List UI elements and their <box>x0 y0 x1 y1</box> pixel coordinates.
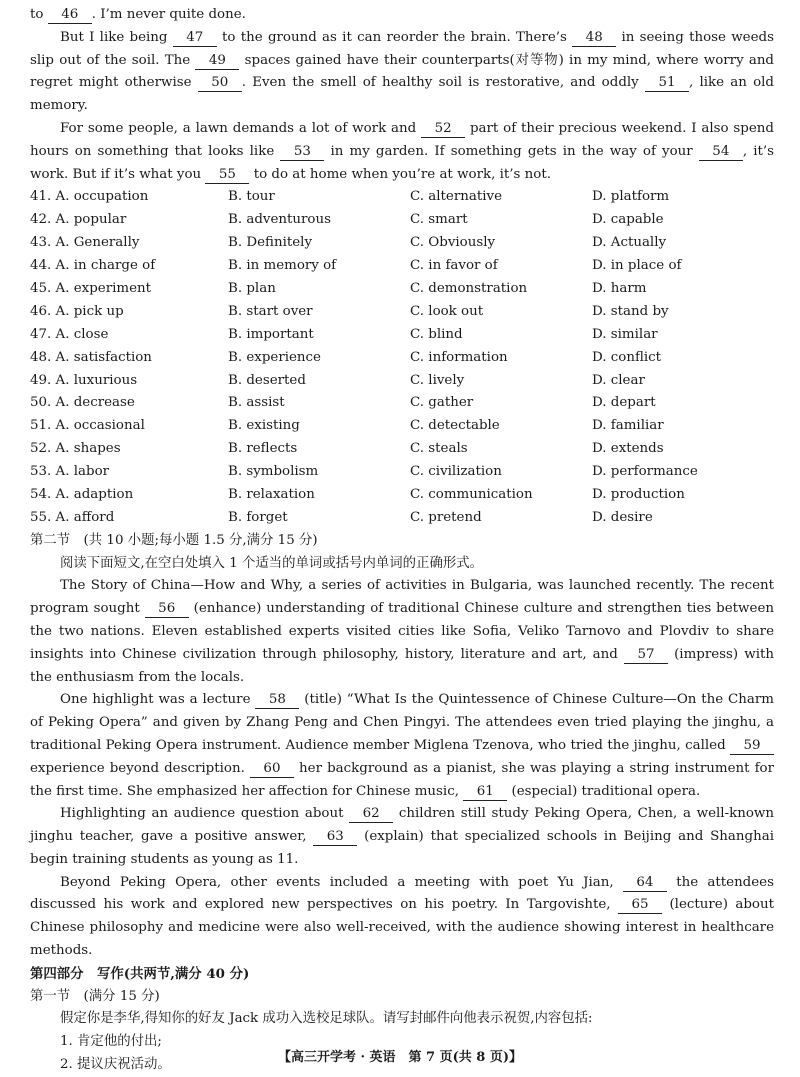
blank-60: 60 <box>250 761 294 778</box>
blank-57: 57 <box>624 647 668 664</box>
passage-b-para4: Beyond Peking Opera, other events included a meeting with poet Yu Jian, 64 the attendees discussed his work and explored new perspectives on his poetry. In Targovishte, 65 (lecture) about Chinese philosophy and medicine were also well-received, with the audience showing interest in healthcare methods. <box>30 874 774 959</box>
option-item: D. stand by <box>592 303 669 319</box>
section2-instruction: 阅读下面短文,在空白处填入 1 个适当的单词或括号内单词的正确形式。 <box>60 555 484 571</box>
option-item: C. steals <box>410 441 468 457</box>
option-item: 50. A. decrease <box>30 395 135 411</box>
blank-49: 49 <box>195 53 239 70</box>
option-item: C. Obviously <box>410 235 496 251</box>
option-item: B. reflects <box>228 441 298 457</box>
blank-46: 46 <box>48 7 92 24</box>
blank-48: 48 <box>572 30 616 47</box>
option-row <box>30 484 774 507</box>
option-item: C. demonstration <box>410 280 528 296</box>
option-item: B. important <box>228 326 314 342</box>
option-item: D. clear <box>592 372 645 388</box>
blank-50: 50 <box>198 75 242 92</box>
passage-b-para3: Highlighting an audience question about 62 children still study Peking Opera, Chen, a well-known jinghu teacher, gave a positive answer, 63 (explain) that specialized schools in Beijing and Shanghai begin training students as young as 11. <box>30 806 775 867</box>
option-item: B. Definitely <box>228 235 313 251</box>
option-row <box>30 209 774 232</box>
option-item: 54. A. adaption <box>30 486 134 502</box>
blank-63: 63 <box>313 829 357 846</box>
option-item: C. blind <box>410 326 463 342</box>
option-item: D. depart <box>592 395 656 411</box>
option-item: D. familiar <box>592 418 664 434</box>
option-item: B. assist <box>228 395 285 411</box>
part4-prompt: 假定你是李华,得知你的好友 Jack 成功入选校足球队。请写封邮件向他表示祝贺,内容包括: <box>60 1011 593 1027</box>
section2-heading: 第二节 (共 10 小题;每小题 1.5 分,满分 15 分) <box>30 532 318 548</box>
option-item: D. Actually <box>592 235 667 251</box>
option-item: 41. A. occupation <box>30 189 149 205</box>
option-row <box>30 301 774 324</box>
option-item: 52. A. shapes <box>30 441 121 457</box>
option-item: B. start over <box>228 303 313 319</box>
option-item: C. detectable <box>410 418 500 434</box>
option-row <box>30 232 774 255</box>
passage-a-para2: For some people, a lawn demands a lot of work and 52 part of their precious weekend. I also spend hours on something that looks like 53 in my garden. If something gets in the way of your 54 , it’s work. But if it’s what you 55 to do at home when you’re at work, it’s not. <box>30 120 774 182</box>
option-item: 45. A. experiment <box>30 280 152 296</box>
blank-64: 64 <box>623 875 667 892</box>
option-item: 47. A. close <box>30 326 109 342</box>
option-item: C. communication <box>410 486 533 502</box>
exam-page <box>30 0 774 1077</box>
option-row <box>30 461 774 484</box>
option-item: 43. A. Generally <box>30 235 140 251</box>
option-item: 46. A. pick up <box>30 303 124 319</box>
option-row <box>30 415 774 438</box>
option-row <box>30 370 774 393</box>
option-item: D. in place of <box>592 258 682 274</box>
part4-sec1: 第一节 (满分 15 分) <box>30 988 160 1004</box>
option-item: B. forget <box>228 509 288 525</box>
blank-54: 54 <box>699 144 743 161</box>
option-item: B. relaxation <box>228 486 315 502</box>
page-footer: 【高三开学考 · 英语 第 7 页(共 8 页)】 <box>277 1050 523 1065</box>
passage-a-para1: But I like being 47 to the ground as it can reorder the brain. There’s 48 in seeing those weeds slip out of the soil. The 49 spaces gained have their counterparts(对等物) in my mind, where worry and regret might otherwise 50 . Even the smell of healthy soil is restorative, and oddly 51 , like an old memory. <box>30 29 775 114</box>
option-item: D. extends <box>592 441 664 457</box>
option-row <box>30 438 774 461</box>
option-item: C. look out <box>410 303 484 319</box>
blank-55: 55 <box>205 167 249 184</box>
option-row <box>30 392 774 415</box>
passage-a-line0: to 46 . I’m never quite done. <box>30 7 246 22</box>
part4-item1: 1. 肯定他的付出; <box>60 1034 162 1050</box>
part4-heading: 第四部分 写作(共两节,满分 40 分) <box>30 965 250 982</box>
passage-b-para2: One highlight was a lecture 58 (title) “What Is the Quintessence of Chinese Culture—On the Charm of Peking Opera” and given by Zhang Peng and Chen Pingyi. The attendees even tried playing the jinghu, a traditional Peking Opera instrument. Audience member Miglena Tzenova, who tried the jinghu, called 59 experience beyond description. 60 her background as a pianist, she was playing a string instrument for the first time. She emphasized her affection for Chinese music, 61 (especial) traditional opera. <box>30 692 774 799</box>
option-row <box>30 347 774 370</box>
option-item: D. harm <box>592 280 647 296</box>
option-item: B. experience <box>228 349 321 365</box>
option-item: C. civilization <box>410 464 502 480</box>
option-item: B. adventurous <box>228 212 331 228</box>
part4-item2: 2. 提议庆祝活动。 <box>60 1057 171 1073</box>
option-item: B. existing <box>228 418 300 434</box>
passage-b-para1: The Story of China—How and Why, a series of activities in Bulgaria, was launched recently. The recent program sought 56 (enhance) understanding of traditional Chinese culture and strengthen ties between the two nations. Eleven established experts visited cities like Sofia, Veliko Tarnovo and Plovdiv to share insights into Chinese civilization through philosophy, history, literature and art, and 57 (impress) with the enthusiasm from the locals. <box>30 578 774 685</box>
option-item: 55. A. afford <box>30 509 115 525</box>
option-item: C. pretend <box>410 509 482 525</box>
option-item: D. performance <box>592 464 698 480</box>
blank-56: 56 <box>145 601 189 618</box>
option-item: 42. A. popular <box>30 212 127 228</box>
blank-51: 51 <box>645 75 689 92</box>
option-item: C. lively <box>410 372 465 388</box>
option-item: 51. A. occasional <box>30 418 145 434</box>
option-item: 44. A. in charge of <box>30 258 156 274</box>
option-item: C. smart <box>410 212 468 228</box>
option-row <box>30 507 774 530</box>
option-item: 53. A. labor <box>30 464 110 480</box>
option-item: D. desire <box>592 509 653 525</box>
blank-65: 65 <box>618 897 662 914</box>
option-row <box>30 186 774 209</box>
option-item: B. tour <box>228 189 275 205</box>
blank-47: 47 <box>173 30 217 47</box>
option-item: C. gather <box>410 395 474 411</box>
option-item: D. conflict <box>592 349 662 365</box>
blank-52: 52 <box>421 121 465 138</box>
option-item: C. in favor of <box>410 258 498 274</box>
option-item: D. production <box>592 486 685 502</box>
option-item: D. platform <box>592 189 670 205</box>
blank-58: 58 <box>255 692 299 709</box>
option-row <box>30 278 774 301</box>
option-item: 48. A. satisfaction <box>30 349 152 365</box>
option-item: B. symbolism <box>228 464 319 480</box>
option-item: 49. A. luxurious <box>30 372 138 388</box>
blank-61: 61 <box>463 784 507 801</box>
option-item: C. alternative <box>410 189 503 205</box>
option-item: D. capable <box>592 212 664 228</box>
option-item: B. deserted <box>228 372 306 388</box>
options-list <box>30 186 774 529</box>
option-item: B. in memory of <box>228 258 337 274</box>
blank-53: 53 <box>280 144 324 161</box>
option-item: C. information <box>410 349 508 365</box>
option-row <box>30 255 774 278</box>
option-item: B. plan <box>228 280 276 296</box>
blank-59: 59 <box>730 738 774 755</box>
option-row <box>30 324 774 347</box>
option-item: D. similar <box>592 326 658 342</box>
blank-62: 62 <box>349 806 393 823</box>
